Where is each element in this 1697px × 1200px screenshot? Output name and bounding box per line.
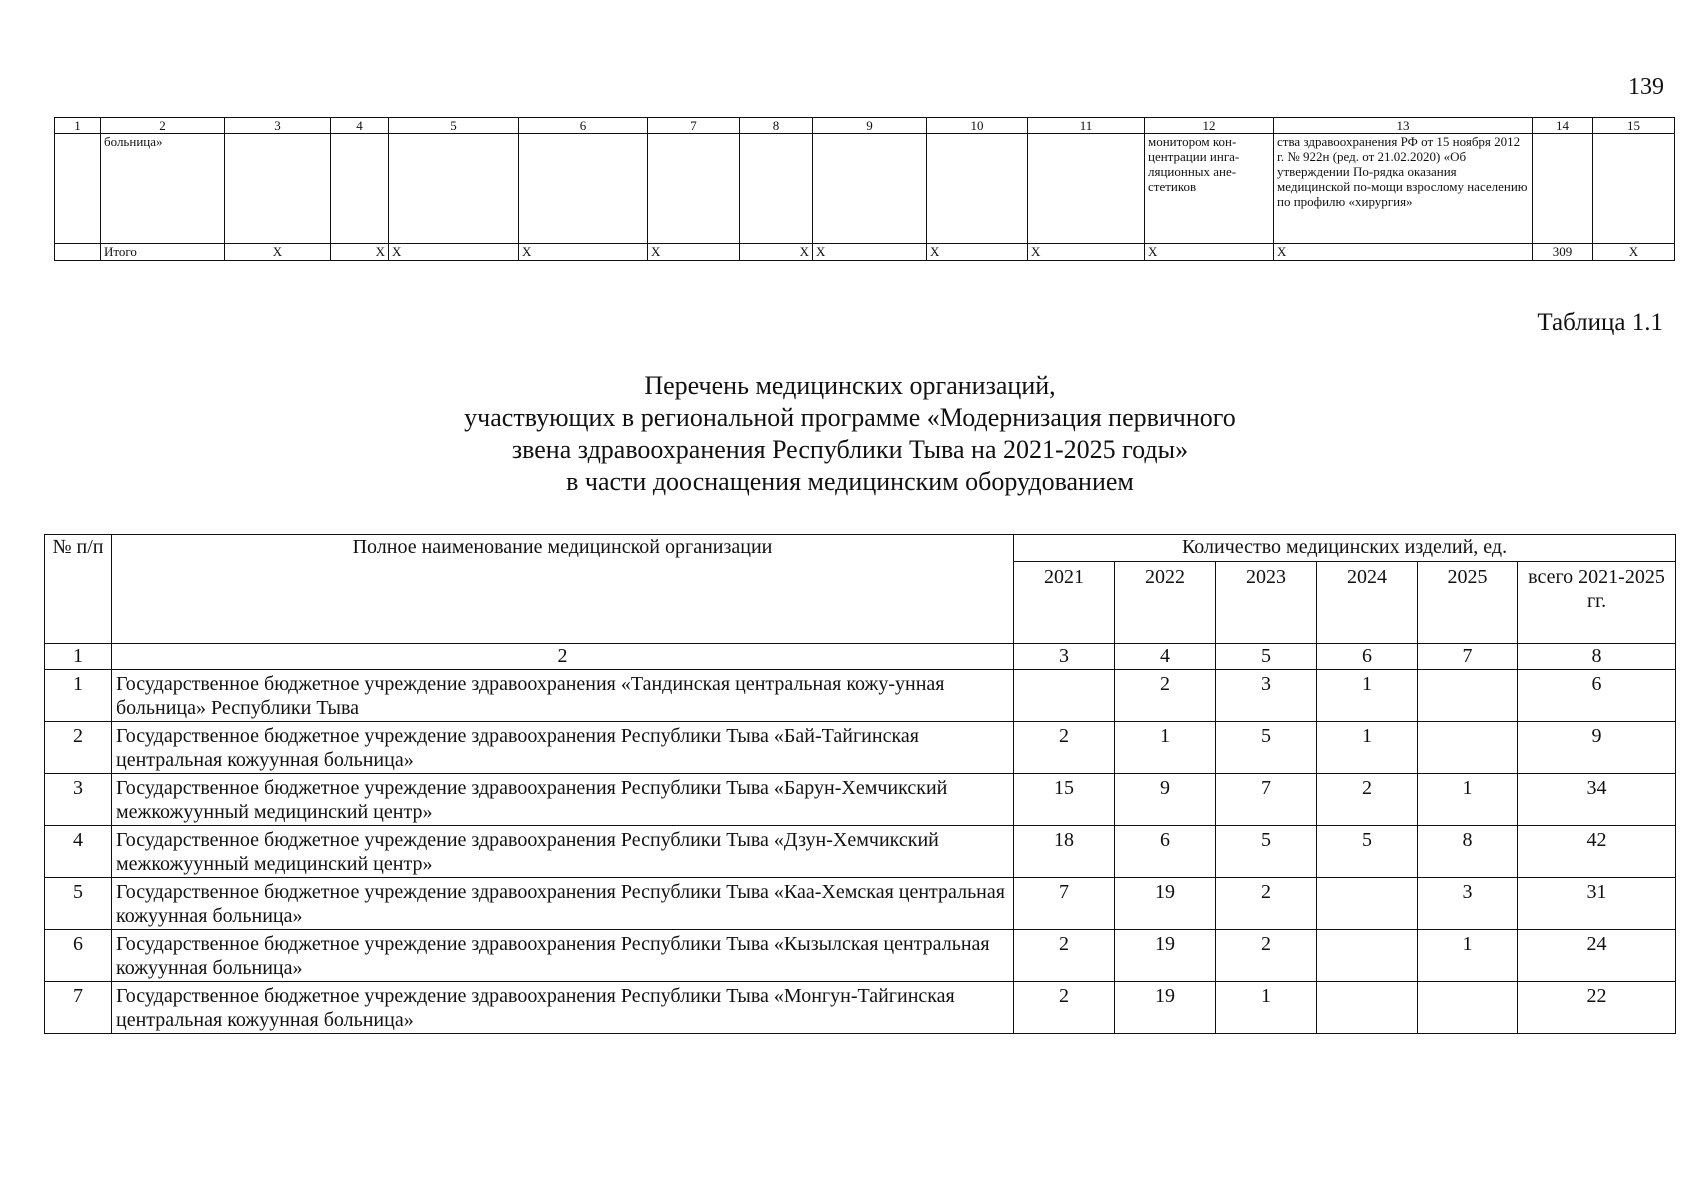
table-cell: X <box>813 244 927 261</box>
organizations-table <box>44 534 1676 1034</box>
column-number: 10 <box>927 118 1028 134</box>
table-header-row <box>45 535 1676 562</box>
organization-name: Государственное бюджетное учреждение здравоохранения Республики Тыва «Дзун-Хемчикский межкожуунный медицинский центр» <box>112 826 1014 878</box>
year-value: 2 <box>1317 774 1418 826</box>
header-qty-group: Количество медицинских изделий, ед. <box>1014 535 1676 562</box>
header-year: 2022 <box>1115 562 1216 644</box>
header-total: всего 2021-2025 гг. <box>1518 562 1676 644</box>
year-value <box>1317 878 1418 930</box>
total-sum: 309 <box>1533 244 1593 261</box>
organization-name: Государственное бюджетное учреждение здравоохранения Республики Тыва «Бай-Тайгинская центральная кожуунная больница» <box>112 722 1014 774</box>
column-number: 12 <box>1145 118 1274 134</box>
column-number: 2 <box>101 118 225 134</box>
table-cell: X <box>740 244 813 261</box>
header-year: 2024 <box>1317 562 1418 644</box>
table-row <box>55 134 1675 244</box>
table-cell: ства здравоохранения РФ от 15 ноября 2012 г. № 922н (ред. от 21.02.2020) «Об утверждении По-рядка оказания медицинской по-мощи взрослому населению по профилю «хирургия» <box>1274 134 1533 244</box>
continuation-table <box>54 117 1675 261</box>
year-value: 1 <box>1317 670 1418 722</box>
total-label: Итого <box>101 244 225 261</box>
year-value: 3 <box>1216 670 1317 722</box>
title-line: Перечень медицинских организаций, <box>644 371 1056 400</box>
row-total: 22 <box>1518 982 1676 1034</box>
year-value <box>1418 722 1518 774</box>
column-number: 1 <box>45 644 112 670</box>
column-number: 3 <box>1014 644 1115 670</box>
year-value <box>1418 670 1518 722</box>
year-value: 2 <box>1216 930 1317 982</box>
year-value: 2 <box>1216 878 1317 930</box>
year-value: 5 <box>1317 826 1418 878</box>
column-number: 5 <box>1216 644 1317 670</box>
table-cell: X <box>927 244 1028 261</box>
year-value: 1 <box>1115 722 1216 774</box>
row-number: 6 <box>45 930 112 982</box>
table-cell: X <box>648 244 740 261</box>
year-value: 8 <box>1418 826 1518 878</box>
table-cell: X <box>1145 244 1274 261</box>
column-number: 8 <box>1518 644 1676 670</box>
column-number: 6 <box>1317 644 1418 670</box>
year-value: 18 <box>1014 826 1115 878</box>
column-number: 4 <box>331 118 389 134</box>
year-value <box>1418 982 1518 1034</box>
column-number: 1 <box>55 118 101 134</box>
table-row <box>45 670 1676 722</box>
table-row <box>45 930 1676 982</box>
column-number-row <box>45 644 1676 670</box>
header-year: 2021 <box>1014 562 1115 644</box>
organization-name: Государственное бюджетное учреждение здравоохранения Республики Тыва «Монгун-Тайгинская центральная кожуунная больница» <box>112 982 1014 1034</box>
table-cell: X <box>331 244 389 261</box>
column-number: 14 <box>1533 118 1593 134</box>
row-number: 4 <box>45 826 112 878</box>
page-number: 139 <box>1628 74 1664 100</box>
year-value <box>1014 670 1115 722</box>
year-value: 7 <box>1216 774 1317 826</box>
column-number: 4 <box>1115 644 1216 670</box>
row-total: 31 <box>1518 878 1676 930</box>
table-row <box>45 774 1676 826</box>
year-value: 5 <box>1216 722 1317 774</box>
table-header-row <box>55 118 1675 134</box>
organization-name: Государственное бюджетное учреждение здравоохранения Республики Тыва «Каа-Хемская центральная кожуунная больница» <box>112 878 1014 930</box>
organization-name: Государственное бюджетное учреждение здравоохранения Республики Тыва «Кызылская центральная кожуунная больница» <box>112 930 1014 982</box>
table-cell: X <box>519 244 648 261</box>
column-number: 11 <box>1028 118 1145 134</box>
year-value: 19 <box>1115 878 1216 930</box>
year-value: 3 <box>1418 878 1518 930</box>
table-cell: X <box>225 244 331 261</box>
column-number: 5 <box>389 118 519 134</box>
year-value: 1 <box>1418 930 1518 982</box>
year-value <box>1317 930 1418 982</box>
column-number: 3 <box>225 118 331 134</box>
header-name: Полное наименование медицинской организации <box>112 535 1014 644</box>
column-number: 9 <box>813 118 927 134</box>
column-number: 8 <box>740 118 813 134</box>
row-total: 9 <box>1518 722 1676 774</box>
table-cell: X <box>389 244 519 261</box>
year-value: 1 <box>1418 774 1518 826</box>
year-value: 15 <box>1014 774 1115 826</box>
header-num: № п/п <box>45 535 112 644</box>
table-cell: X <box>1593 244 1675 261</box>
header-year: 2023 <box>1216 562 1317 644</box>
row-number: 1 <box>45 670 112 722</box>
title-line: в части дооснащения медицинским оборудованием <box>566 467 1134 496</box>
year-value <box>1317 982 1418 1034</box>
year-value: 2 <box>1014 982 1115 1034</box>
table-cell: больница» <box>101 134 225 244</box>
row-number: 7 <box>45 982 112 1034</box>
table-cell: монитором кон-центрации инга-ляционных ане-стетиков <box>1145 134 1274 244</box>
column-number: 7 <box>648 118 740 134</box>
year-value: 2 <box>1115 670 1216 722</box>
year-value: 9 <box>1115 774 1216 826</box>
table-cell: X <box>1028 244 1145 261</box>
column-number: 2 <box>112 644 1014 670</box>
column-number: 15 <box>1593 118 1675 134</box>
year-value: 19 <box>1115 930 1216 982</box>
year-value: 1 <box>1317 722 1418 774</box>
organization-name: Государственное бюджетное учреждение здравоохранения Республики Тыва «Барун-Хемчикский межкожуунный медицинский центр» <box>112 774 1014 826</box>
row-number: 3 <box>45 774 112 826</box>
row-total: 34 <box>1518 774 1676 826</box>
total-row <box>55 244 1675 261</box>
column-number: 6 <box>519 118 648 134</box>
table-row <box>45 878 1676 930</box>
year-value: 5 <box>1216 826 1317 878</box>
row-total: 42 <box>1518 826 1676 878</box>
row-number: 5 <box>45 878 112 930</box>
year-value: 19 <box>1115 982 1216 1034</box>
table-label: Таблица 1.1 <box>1537 309 1663 336</box>
table-row <box>45 982 1676 1034</box>
header-year: 2025 <box>1418 562 1518 644</box>
title-line: звена здравоохранения Республики Тыва на 2021-2025 годы» <box>511 435 1189 464</box>
year-value: 6 <box>1115 826 1216 878</box>
year-value: 7 <box>1014 878 1115 930</box>
title-line: участвующих в региональной программе «Модернизация первичного <box>464 403 1236 432</box>
table-row <box>45 826 1676 878</box>
year-value: 1 <box>1216 982 1317 1034</box>
organization-name: Государственное бюджетное учреждение здравоохранения «Тандинская центральная кожу-унная больница» Республики Тыва <box>112 670 1014 722</box>
table-cell: X <box>1274 244 1533 261</box>
document-title <box>260 370 1440 498</box>
row-total: 24 <box>1518 930 1676 982</box>
table-row <box>45 722 1676 774</box>
column-number: 13 <box>1274 118 1533 134</box>
year-value: 2 <box>1014 930 1115 982</box>
year-value: 2 <box>1014 722 1115 774</box>
row-number: 2 <box>45 722 112 774</box>
row-total: 6 <box>1518 670 1676 722</box>
column-number: 7 <box>1418 644 1518 670</box>
